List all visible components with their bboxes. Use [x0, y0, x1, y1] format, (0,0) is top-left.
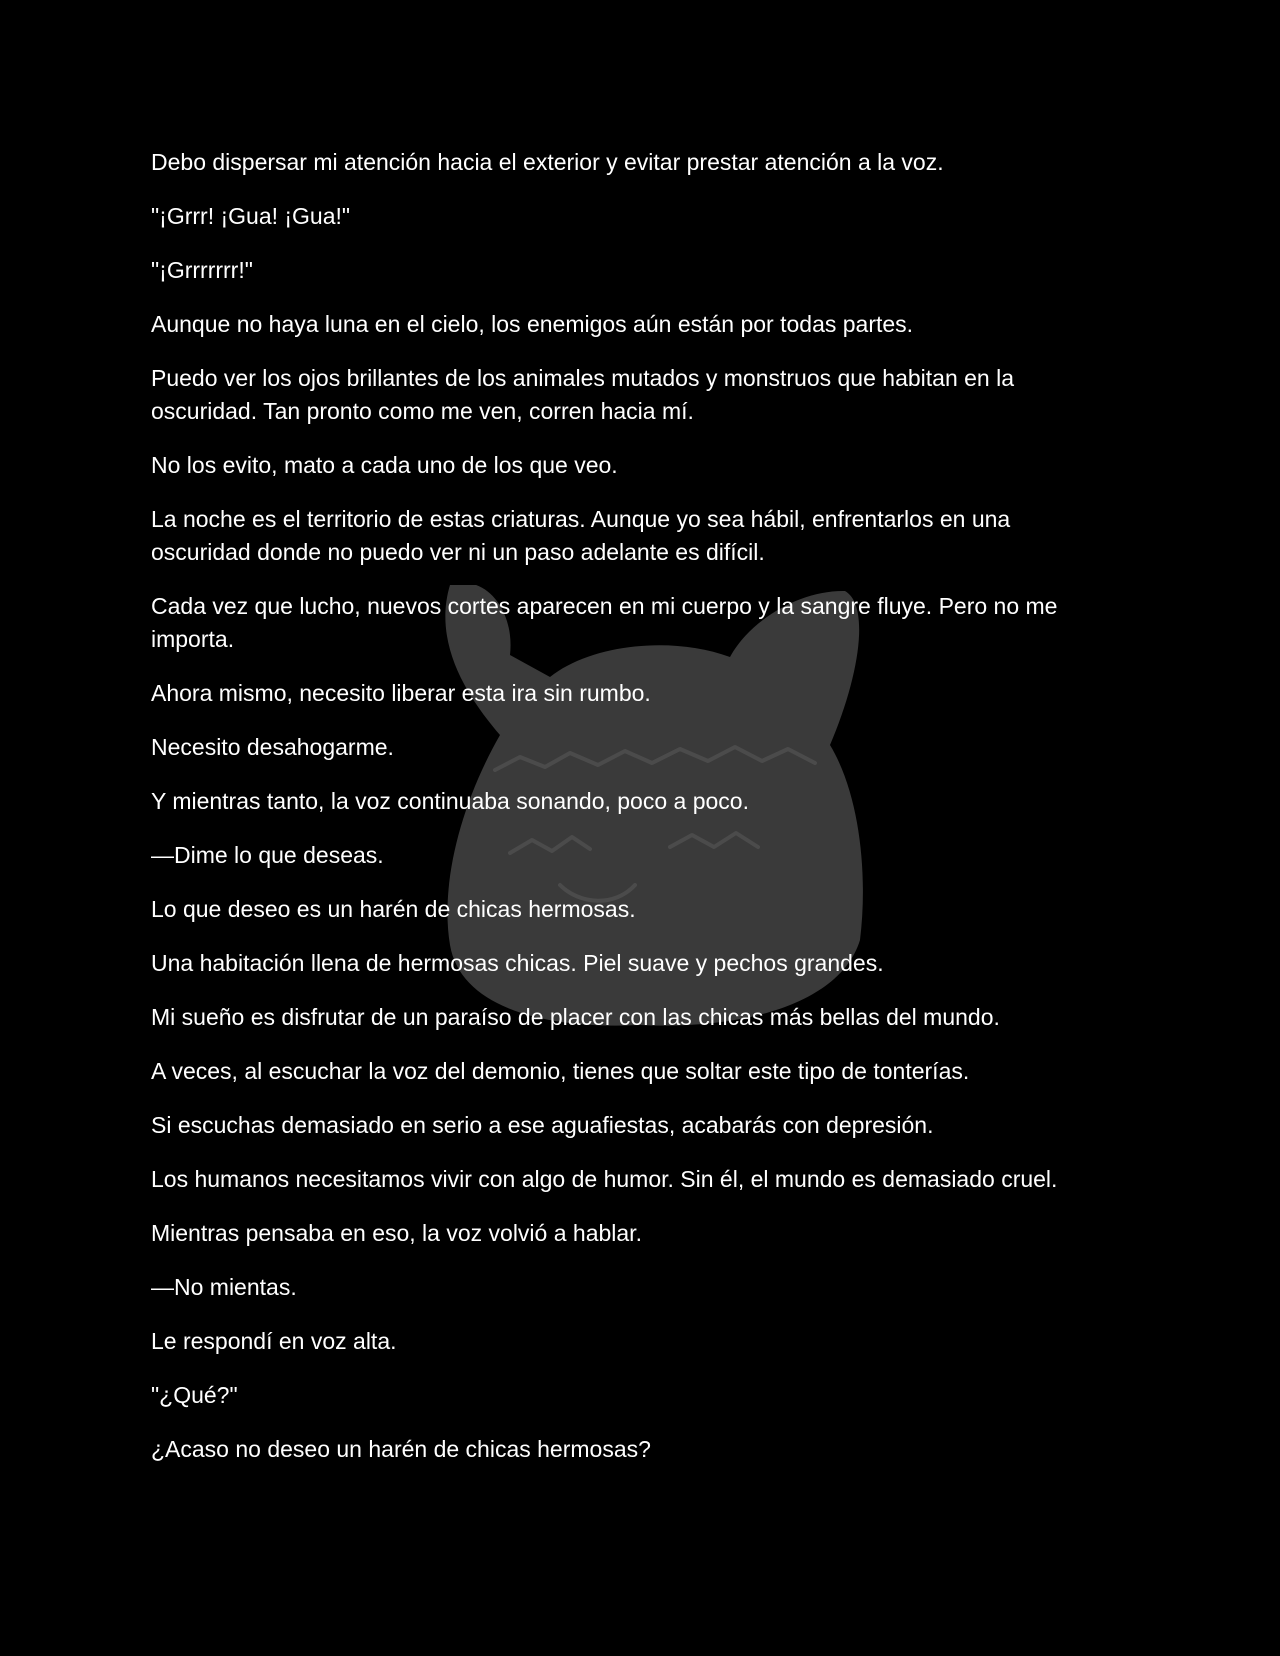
paragraph: Mi sueño es disfrutar de un paraíso de placer con las chicas más bellas del mundo.	[151, 1004, 1000, 1030]
paragraph: Y mientras tanto, la voz continuaba sonando, poco a poco.	[151, 788, 749, 814]
paragraph: Ahora mismo, necesito liberar esta ira sin rumbo.	[151, 680, 651, 706]
paragraph: Necesito desahogarme.	[151, 734, 394, 760]
paragraph: "¿Qué?"	[151, 1382, 238, 1408]
paragraph: No los evito, mato a cada uno de los que veo.	[151, 452, 618, 478]
paragraph: La noche es el territorio de estas criaturas. Aunque yo sea hábil, enfrentarlos en una oscuridad donde no puedo ver ni un paso adelante es difícil.	[151, 506, 1011, 565]
paragraph: Le respondí en voz alta.	[151, 1328, 397, 1354]
paragraph: Una habitación llena de hermosas chicas. Piel suave y pechos grandes.	[151, 950, 884, 976]
text-body	[151, 146, 1111, 1487]
paragraph: —No mientas.	[151, 1274, 297, 1300]
paragraph: ¿Acaso no deseo un harén de chicas hermosas?	[151, 1436, 651, 1462]
paragraph: Mientras pensaba en eso, la voz volvió a hablar.	[151, 1220, 642, 1246]
paragraph: Aunque no haya luna en el cielo, los enemigos aún están por todas partes.	[151, 311, 914, 337]
paragraph: —Dime lo que deseas.	[151, 842, 384, 868]
paragraph: "¡Grrrrrrr!"	[151, 257, 253, 283]
paragraph: "¡Grrr! ¡Gua! ¡Gua!"	[151, 203, 351, 229]
paragraph: Lo que deseo es un harén de chicas hermosas.	[151, 896, 636, 922]
paragraph: Los humanos necesitamos vivir con algo de humor. Sin él, el mundo es demasiado cruel.	[151, 1166, 1058, 1192]
paragraph: A veces, al escuchar la voz del demonio, tienes que soltar este tipo de tonterías.	[151, 1058, 970, 1084]
paragraph: Puedo ver los ojos brillantes de los animales mutados y monstruos que habitan en la oscuridad. Tan pronto como me ven, corren hacia mí.	[151, 365, 1014, 424]
paragraph: Cada vez que lucho, nuevos cortes aparecen en mi cuerpo y la sangre fluye. Pero no me importa.	[151, 593, 1058, 652]
paragraph: Si escuchas demasiado en serio a ese aguafiestas, acabarás con depresión.	[151, 1112, 934, 1138]
paragraph: Debo dispersar mi atención hacia el exterior y evitar prestar atención a la voz.	[151, 149, 944, 175]
